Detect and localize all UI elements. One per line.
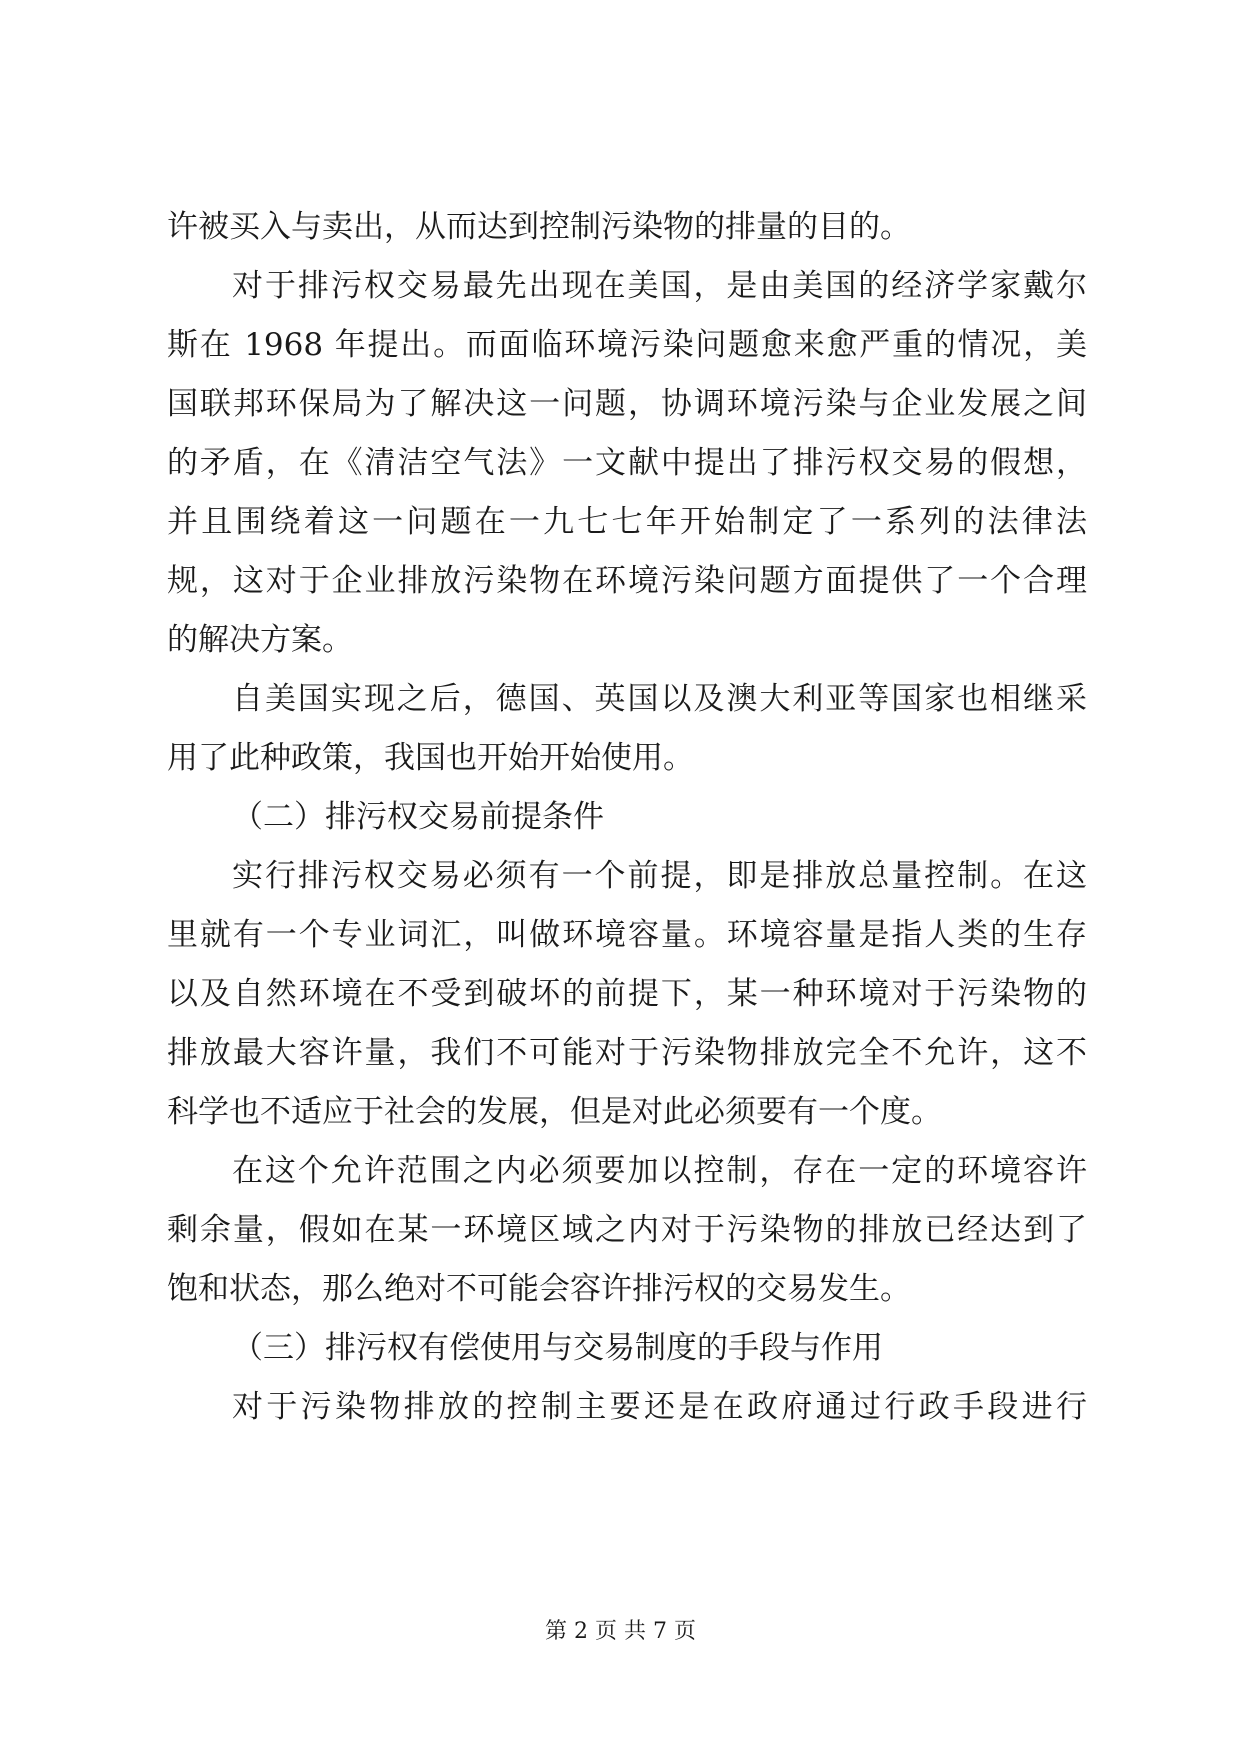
text-line: 许被买入与卖出，从而达到控制污染物的排量的目的。	[167, 209, 911, 245]
paragraph-start-line: 在这个允许范围之内必须要加以控制，存在一定的环境容许	[232, 1153, 1087, 1189]
section-heading: （二）排污权交易前提条件	[232, 799, 604, 835]
paragraph-start-line: 对于排污权交易最先出现在美国，是由美国的经济学家戴尔	[232, 268, 1087, 304]
text-line: 以及自然环境在不受到破坏的前提下，某一种环境对于污染物的	[167, 976, 1087, 1012]
text-line: 排放最大容许量，我们不可能对于污染物排放完全不允许，这不	[167, 1035, 1087, 1071]
paragraph-start-line: 对于污染物排放的控制主要还是在政府通过行政手段进行	[232, 1389, 1087, 1425]
text-line: 规，这对于企业排放污染物在环境污染问题方面提供了一个合理	[167, 563, 1087, 599]
text-line: 剩余量，假如在某一环境区域之内对于污染物的排放已经达到了	[167, 1212, 1087, 1248]
text-line: 的解决方案。	[167, 622, 353, 658]
section-heading: （三）排污权有偿使用与交易制度的手段与作用	[232, 1330, 883, 1366]
text-line: 饱和状态，那么绝对不可能会容许排污权的交易发生。	[167, 1271, 911, 1307]
text-line: 里就有一个专业词汇，叫做环境容量。环境容量是指人类的生存	[167, 917, 1087, 953]
text-line: 科学也不适应于社会的发展，但是对此必须要有一个度。	[167, 1094, 942, 1130]
text-line: 的矛盾，在《清洁空气法》一文献中提出了排污权交易的假想，	[167, 445, 1087, 481]
paragraph-start-line: 自美国实现之后，德国、英国以及澳大利亚等国家也相继采	[232, 681, 1087, 717]
page-number-footer: 第 2 页 共 7 页	[545, 1619, 696, 1644]
paragraph-start-line: 实行排污权交易必须有一个前提，即是排放总量控制。在这	[232, 858, 1087, 894]
text-line: 国联邦环保局为了解决这一问题，协调环境污染与企业发展之间	[167, 386, 1087, 422]
text-line: 并且围绕着这一问题在一九七七年开始制定了一系列的法律法	[167, 504, 1087, 540]
text-line: 斯在 1968 年提出。而面临环境污染问题愈来愈严重的情况，美	[167, 327, 1087, 363]
text-line: 用了此种政策，我国也开始开始使用。	[167, 740, 694, 776]
